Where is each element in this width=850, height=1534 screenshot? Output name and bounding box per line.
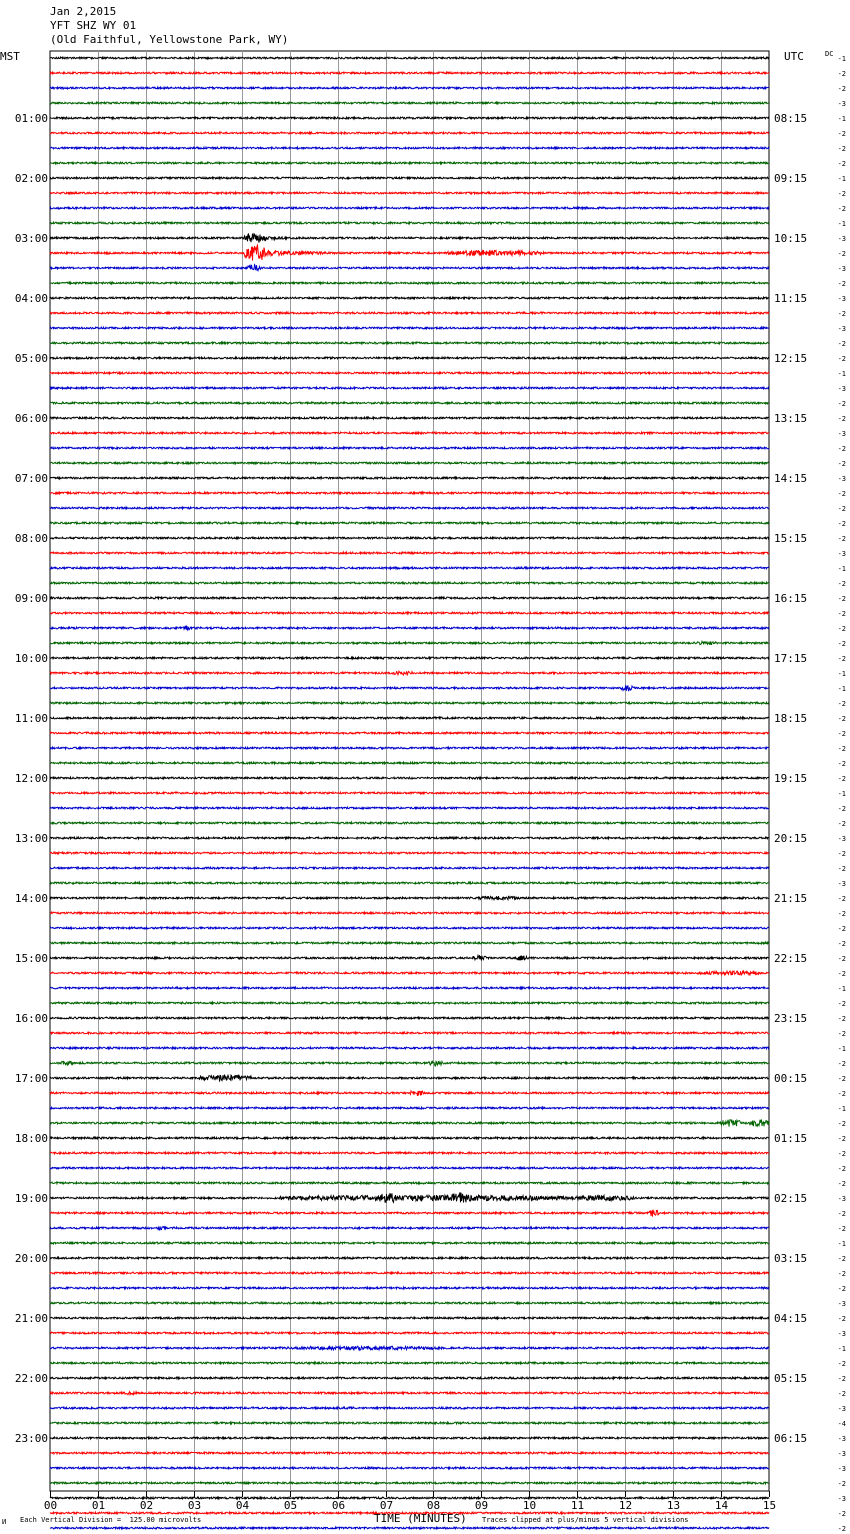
dc-offset-label: -2 — [837, 580, 846, 588]
dc-offset-label: -3 — [837, 550, 846, 558]
trace-line — [50, 1075, 769, 1081]
dc-offset-label: -2 — [837, 1390, 846, 1398]
trace-line — [50, 147, 769, 149]
hour-label-right: 14:15 — [774, 472, 808, 485]
hour-label-right: 12:15 — [774, 352, 808, 365]
dc-offset-label: -1 — [837, 55, 846, 63]
dc-offset-label: -2 — [837, 460, 846, 468]
trace-line — [50, 265, 769, 271]
dc-offset-label: -1 — [837, 1045, 846, 1053]
hour-label-left: 16:00 — [14, 1012, 48, 1025]
dc-offset-label: -2 — [837, 895, 846, 903]
dc-offset-label: -2 — [837, 1255, 846, 1263]
trace-line — [50, 327, 769, 329]
dc-offset-label: -3 — [837, 1495, 846, 1503]
hour-label-right: 00:15 — [774, 1072, 808, 1085]
dc-offset-label: -2 — [837, 160, 846, 168]
trace-line — [50, 971, 769, 975]
hour-label-left: 10:00 — [14, 652, 48, 665]
dc-offset-label: -2 — [837, 760, 846, 768]
hour-label-right: 03:15 — [774, 1252, 808, 1265]
dc-offset-label: -3 — [837, 1465, 846, 1473]
trace-line — [50, 537, 769, 539]
trace-line — [50, 1452, 769, 1454]
dc-label: DC — [825, 50, 834, 58]
hour-label-left: 01:00 — [14, 112, 48, 125]
trace-line — [50, 1182, 769, 1184]
dc-offset-label: -2 — [837, 70, 846, 78]
dc-offset-label: -2 — [837, 625, 846, 633]
hour-label-right: 02:15 — [774, 1192, 808, 1205]
trace-line — [50, 612, 769, 614]
trace-line — [50, 477, 769, 479]
right-axis-title: UTC — [784, 50, 804, 63]
dc-offset-label: -3 — [837, 475, 846, 483]
trace-line — [50, 626, 769, 630]
x-tick-label: 14 — [714, 1499, 729, 1512]
hour-label-left: 20:00 — [14, 1252, 48, 1265]
dc-offset-label: -1 — [837, 115, 846, 123]
dc-offset-label: -2 — [837, 1075, 846, 1083]
dc-offset-label: -1 — [837, 1105, 846, 1113]
dc-offset-label: -3 — [837, 430, 846, 438]
hour-label-right: 17:15 — [774, 652, 808, 665]
dc-offset-label: -2 — [837, 595, 846, 603]
station-location: (Old Faithful, Yellowstone Park, WY) — [50, 33, 289, 46]
trace-line — [50, 927, 769, 929]
hour-label-right: 10:15 — [774, 232, 808, 245]
x-tick-label: 10 — [522, 1499, 537, 1512]
trace-line — [50, 507, 769, 509]
hour-label-left: 12:00 — [14, 772, 48, 785]
dc-offset-label: -2 — [837, 400, 846, 408]
dc-offset-label: -2 — [837, 1375, 846, 1383]
trace-line — [50, 1422, 769, 1424]
dc-offset-label: -4 — [837, 1420, 846, 1428]
trace-line — [50, 1437, 769, 1439]
trace-line — [50, 432, 769, 434]
trace-line — [50, 282, 769, 284]
plot-date: Jan 2,2015 — [50, 5, 117, 18]
trace-line — [50, 1047, 769, 1049]
hour-label-left: 09:00 — [14, 592, 48, 605]
dc-offset-label: -2 — [837, 640, 846, 648]
hour-label-left: 15:00 — [14, 952, 48, 965]
dc-offset-label: -1 — [837, 565, 846, 573]
trace-line — [50, 852, 769, 854]
trace-line — [50, 522, 769, 524]
dc-offset-label: -2 — [837, 205, 846, 213]
hour-label-right: 01:15 — [774, 1132, 808, 1145]
trace-line — [50, 1061, 769, 1066]
dc-offset-label: -2 — [837, 745, 846, 753]
hour-label-right: 18:15 — [774, 712, 808, 725]
trace-line — [50, 1192, 769, 1202]
trace-line — [50, 1287, 769, 1289]
dc-offset-label: -2 — [837, 1135, 846, 1143]
trace-line — [50, 207, 769, 209]
trace-line — [50, 732, 769, 734]
hour-label-right: 09:15 — [774, 172, 808, 185]
left-axis-title: MST — [0, 50, 20, 63]
trace-line — [50, 297, 769, 299]
dc-offset-label: -3 — [837, 265, 846, 273]
dc-offset-label: -2 — [837, 310, 846, 318]
dc-offset-label: -3 — [837, 835, 846, 843]
hour-label-left: 22:00 — [14, 1372, 48, 1385]
dc-offset-label: -2 — [837, 190, 846, 198]
trace-line — [50, 342, 769, 344]
trace-line — [50, 1032, 769, 1034]
corner-mark: И — [2, 1518, 7, 1526]
dc-offset-label: -2 — [837, 1165, 846, 1173]
trace-line — [50, 1167, 769, 1169]
hour-label-right: 04:15 — [774, 1312, 808, 1325]
hour-label-left: 03:00 — [14, 232, 48, 245]
x-tick-label: 09 — [474, 1499, 489, 1512]
dc-offset-label: -1 — [837, 370, 846, 378]
hour-label-right: 20:15 — [774, 832, 808, 845]
trace-line — [50, 882, 769, 884]
dc-offset-label: -3 — [837, 1450, 846, 1458]
dc-offset-label: -1 — [837, 685, 846, 693]
dc-offset-label: -2 — [837, 970, 846, 978]
trace-line — [50, 912, 769, 914]
dc-offset-label: -3 — [837, 385, 846, 393]
dc-offset-label: -2 — [837, 865, 846, 873]
trace-line — [50, 671, 769, 675]
dc-offset-label: -2 — [837, 1120, 846, 1128]
trace-line — [50, 896, 769, 900]
hour-label-left: 14:00 — [14, 892, 48, 905]
trace-line — [50, 1302, 769, 1304]
trace-line — [50, 1017, 769, 1019]
hour-label-right: 21:15 — [774, 892, 808, 905]
dc-offset-label: -2 — [837, 280, 846, 288]
dc-offset-label: -2 — [837, 850, 846, 858]
dc-offset-label: -1 — [837, 790, 846, 798]
dc-offset-label: -2 — [837, 1150, 846, 1158]
trace-line — [50, 57, 769, 59]
dc-offset-label: -2 — [837, 1285, 846, 1293]
hour-label-left: 06:00 — [14, 412, 48, 425]
trace-line — [50, 492, 769, 494]
x-tick-label: 07 — [379, 1499, 394, 1512]
hour-label-right: 22:15 — [774, 952, 808, 965]
dc-offset-label: -2 — [837, 520, 846, 528]
hour-label-left: 08:00 — [14, 532, 48, 545]
dc-offset-label: -2 — [837, 910, 846, 918]
trace-line — [50, 102, 769, 104]
trace-line — [50, 1467, 769, 1469]
x-tick-label: 15 — [762, 1499, 777, 1512]
trace-line — [50, 837, 769, 839]
hour-label-left: 04:00 — [14, 292, 48, 305]
hour-label-left: 02:00 — [14, 172, 48, 185]
trace-line — [50, 1407, 769, 1409]
trace-line — [50, 582, 769, 584]
dc-offset-label: -2 — [837, 700, 846, 708]
hour-label-left: 23:00 — [14, 1432, 48, 1445]
trace-line — [50, 372, 769, 374]
dc-offset-label: -3 — [837, 880, 846, 888]
x-tick-label: 01 — [91, 1499, 106, 1512]
x-tick-label: 00 — [43, 1499, 58, 1512]
trace-line — [50, 822, 769, 824]
trace-line — [50, 1120, 769, 1127]
dc-offset-label: -2 — [837, 1525, 846, 1533]
trace-line — [50, 72, 769, 74]
dc-offset-label: -3 — [837, 100, 846, 108]
trace-line — [50, 447, 769, 449]
dc-offset-label: -2 — [837, 1360, 846, 1368]
trace-line — [50, 1377, 769, 1379]
x-tick-label: 11 — [570, 1499, 585, 1512]
dc-offset-label: -1 — [837, 670, 846, 678]
hour-label-left: 05:00 — [14, 352, 48, 365]
dc-offset-label: -3 — [837, 1330, 846, 1338]
dc-offset-label: -3 — [837, 235, 846, 243]
hour-label-left: 07:00 — [14, 472, 48, 485]
dc-offset-label: -2 — [837, 655, 846, 663]
trace-line — [50, 222, 769, 224]
dc-offset-label: -2 — [837, 1510, 846, 1518]
dc-offset-label: -2 — [837, 1225, 846, 1233]
dc-offset-label: -1 — [837, 1240, 846, 1248]
dc-offset-label: -3 — [837, 295, 846, 303]
trace-line — [50, 1242, 769, 1244]
dc-offset-label: -2 — [837, 775, 846, 783]
dc-offset-label: -3 — [837, 1435, 846, 1443]
trace-line — [50, 1152, 769, 1154]
dc-offset-label: -2 — [837, 250, 846, 258]
hour-label-left: 21:00 — [14, 1312, 48, 1325]
x-axis-label: TIME (MINUTES) — [374, 1512, 467, 1525]
x-tick-label: 03 — [187, 1499, 202, 1512]
trace-line — [50, 1346, 769, 1350]
dc-offset-label: -2 — [837, 1000, 846, 1008]
dc-offset-label: -2 — [837, 130, 846, 138]
trace-line — [50, 717, 769, 719]
x-tick-label: 05 — [283, 1499, 298, 1512]
hour-label-right: 11:15 — [774, 292, 808, 305]
trace-line — [50, 1002, 769, 1004]
hour-label-right: 08:15 — [774, 112, 808, 125]
trace-line — [50, 1226, 769, 1229]
trace-line — [50, 312, 769, 314]
hour-label-right: 05:15 — [774, 1372, 808, 1385]
dc-offset-label: -2 — [837, 715, 846, 723]
hour-label-left: 11:00 — [14, 712, 48, 725]
hour-label-right: 23:15 — [774, 1012, 808, 1025]
dc-offset-label: -1 — [837, 220, 846, 228]
trace-line — [50, 1091, 769, 1096]
dc-offset-label: -3 — [837, 1195, 846, 1203]
trace-line — [50, 552, 769, 554]
trace-line — [50, 462, 769, 464]
trace-line — [50, 87, 769, 89]
dc-offset-label: -2 — [837, 445, 846, 453]
hour-label-right: 16:15 — [774, 592, 808, 605]
dc-offset-label: -2 — [837, 355, 846, 363]
hour-label-right: 19:15 — [774, 772, 808, 785]
trace-line — [50, 357, 769, 359]
trace-line — [50, 987, 769, 989]
dc-offset-label: -3 — [837, 1405, 846, 1413]
x-tick-label: 12 — [618, 1499, 633, 1512]
x-tick-label: 13 — [666, 1499, 681, 1512]
trace-line — [50, 1527, 769, 1529]
trace-line — [50, 162, 769, 164]
trace-line — [50, 1257, 769, 1259]
trace-line — [50, 234, 769, 243]
dc-offset-label: -2 — [837, 1015, 846, 1023]
dc-offset-label: -2 — [837, 1480, 846, 1488]
trace-line — [50, 777, 769, 779]
trace-line — [50, 657, 769, 659]
trace-line — [50, 1317, 769, 1319]
trace-line — [50, 807, 769, 809]
dc-offset-label: -2 — [837, 805, 846, 813]
trace-line — [50, 132, 769, 134]
dc-offset-label: -1 — [837, 175, 846, 183]
dc-offset-label: -3 — [837, 1300, 846, 1308]
dc-offset-label: -2 — [837, 820, 846, 828]
dc-offset-label: -2 — [837, 1210, 846, 1218]
trace-line — [50, 942, 769, 944]
hour-label-left: 13:00 — [14, 832, 48, 845]
dc-offset-label: -3 — [837, 325, 846, 333]
dc-offset-label: -2 — [837, 1315, 846, 1323]
trace-line — [50, 402, 769, 404]
dc-offset-label: -1 — [837, 1345, 846, 1353]
trace-line — [50, 1107, 769, 1109]
hour-label-left: 17:00 — [14, 1072, 48, 1085]
dc-offset-label: -2 — [837, 1030, 846, 1038]
trace-line — [50, 686, 769, 691]
x-tick-label: 06 — [331, 1499, 346, 1512]
trace-line — [50, 867, 769, 869]
dc-offset-label: -2 — [837, 730, 846, 738]
dc-offset-label: -1 — [837, 985, 846, 993]
trace-line — [50, 387, 769, 389]
trace-line — [50, 1497, 769, 1499]
hour-label-right: 06:15 — [774, 1432, 808, 1445]
trace-line — [50, 245, 769, 261]
dc-offset-label: -2 — [837, 505, 846, 513]
trace-line — [50, 792, 769, 794]
trace-line — [50, 417, 769, 419]
trace-line — [50, 1210, 769, 1217]
dc-offset-label: -2 — [837, 1180, 846, 1188]
hour-label-right: 13:15 — [774, 412, 808, 425]
trace-line — [50, 1272, 769, 1274]
dc-offset-label: -2 — [837, 1090, 846, 1098]
hour-label-right: 15:15 — [774, 532, 808, 545]
dc-offset-label: -2 — [837, 535, 846, 543]
dc-offset-label: -2 — [837, 415, 846, 423]
dc-offset-label: -2 — [837, 925, 846, 933]
trace-line — [50, 1362, 769, 1364]
trace-line — [50, 747, 769, 749]
trace-line — [50, 177, 769, 179]
trace-line — [50, 192, 769, 194]
x-tick-label: 04 — [235, 1499, 250, 1512]
x-tick-label: 08 — [426, 1499, 441, 1512]
hour-label-left: 19:00 — [14, 1192, 48, 1205]
trace-line — [50, 117, 769, 119]
trace-line — [50, 762, 769, 764]
trace-line — [50, 597, 769, 599]
dc-offset-label: -2 — [837, 1060, 846, 1068]
hour-label-left: 18:00 — [14, 1132, 48, 1145]
trace-line — [50, 641, 769, 644]
dc-offset-label: -2 — [837, 145, 846, 153]
trace-line — [50, 1482, 769, 1484]
clip-note: Traces clipped at plus/minus 5 vertical divisions — [482, 1516, 689, 1524]
dc-offset-label: -2 — [837, 340, 846, 348]
station-code: YFT SHZ WY 01 — [50, 19, 137, 32]
scale-note: Each Vertical Division = 125.00 microvolts — [20, 1516, 202, 1524]
dc-offset-label: -2 — [837, 955, 846, 963]
dc-offset-label: -2 — [837, 940, 846, 948]
trace-line — [50, 1137, 769, 1139]
dc-offset-label: -2 — [837, 610, 846, 618]
dc-offset-label: -2 — [837, 85, 846, 93]
trace-line — [50, 702, 769, 704]
trace-line — [50, 567, 769, 569]
dc-offset-label: -2 — [837, 490, 846, 498]
trace-line — [50, 1392, 769, 1395]
dc-offset-label: -2 — [837, 1270, 846, 1278]
trace-line — [50, 955, 769, 960]
trace-line — [50, 1332, 769, 1334]
x-tick-label: 02 — [139, 1499, 154, 1512]
